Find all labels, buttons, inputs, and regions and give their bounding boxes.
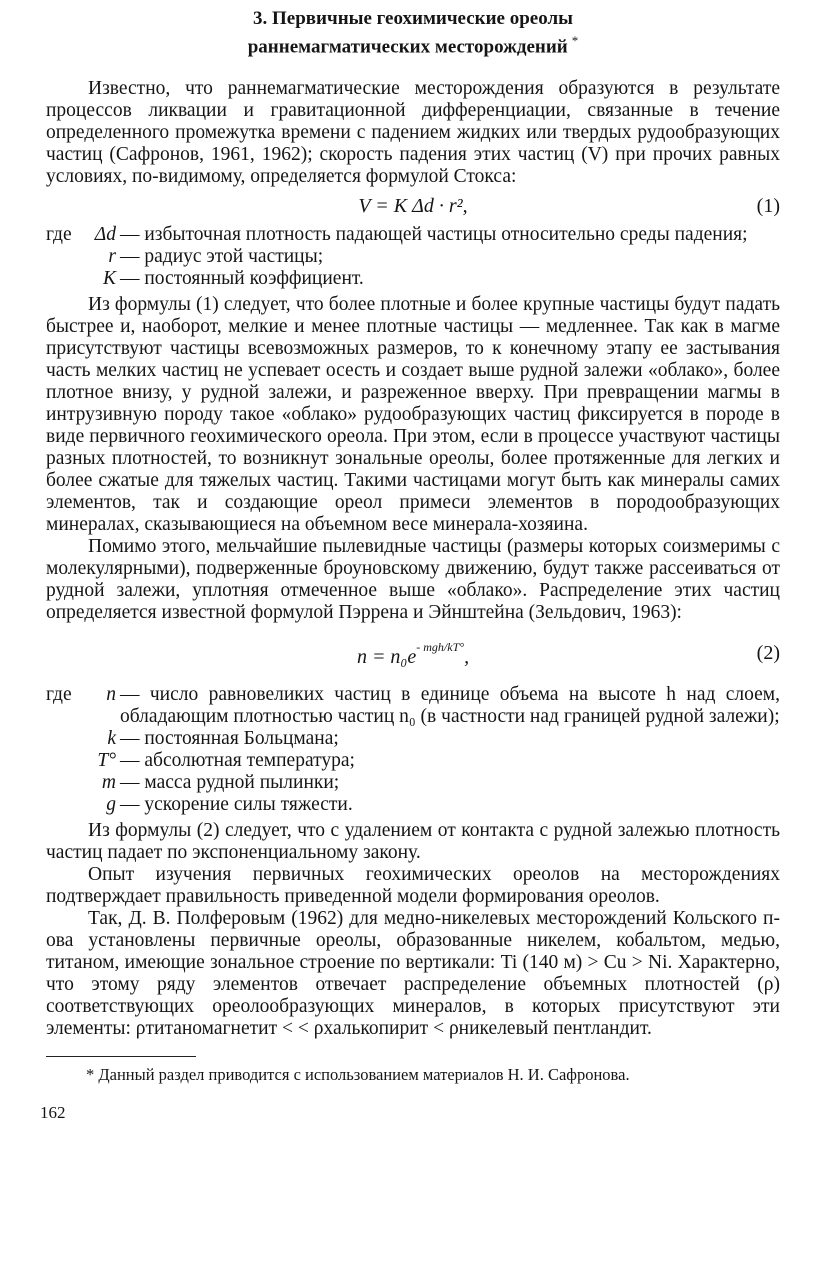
definition-row (46, 728, 780, 750)
definition-symbol: T° (97, 750, 116, 772)
definition-text: — масса рудной пылинки; (120, 772, 340, 794)
definition-symbol: K (102, 268, 116, 290)
definition-symbol: k (107, 728, 116, 750)
definition-row: где n — число равновеликих частиц в единице объема на высоте h над слоем, обладающим плотностью частиц n₀ (в частности над границей рудной залежи); (46, 684, 780, 728)
definition-text: — число равновеликих частиц в единице объема на высоте h над слоем, обладающим плотностью частиц n₀ (в частности над границей рудной залежи); (120, 684, 780, 728)
definition-text: — постоянная Больцмана; (120, 728, 339, 750)
definition-text: — избыточная плотность падающей частицы относительно среды падения; (120, 224, 748, 246)
formula-2-expression: $n = n_0e^{- mgh/kT^\circ}$, (356, 640, 470, 669)
definition-symbol: m (101, 772, 116, 794)
definition-row (46, 794, 780, 816)
definition-row (46, 750, 780, 772)
paragraph-4: Из формулы (2) следует, что с удалением от контакта с рудной залежью плотность частиц падает по экспоненциальному закону. (46, 820, 780, 864)
footnote-marker: * (571, 33, 579, 48)
definition-row: где Δd — избыточная плотность падающей частицы относительно среды падения; (46, 224, 780, 246)
paragraph-6: Так, Д. В. Полферовым (1962) для медно-никелевых месторождений Кольского п-ова установлены первичные ореолы, образованные никелем, кобальтом, медью, титаном, имеющие зональное строение по вертикали: Ti (140 м) > Cu > Ni. Характерно, что этому ряду элементов отвечает распределение объемных плотностей (ρ) соответствующих ореолообразующих минералов, в которых присутствуют эти элементы: ρтитаномагнетит < < ρхалькопирит < ρникелевый пентландит. (46, 908, 780, 1040)
definition-row (46, 772, 780, 794)
definitions-2 (46, 684, 780, 816)
formula-2-exponent: - mgh/kT° (416, 640, 465, 655)
definition-text: — постоянный коэффициент. (120, 268, 364, 290)
page-number: 162 (40, 1103, 66, 1123)
paragraph-2: Из формулы (1) следует, что более плотные и более крупные частицы будут падать быстрее и, наоборот, мелкие и менее плотные частицы — медленнее. Так как в магме присутствуют частицы всевозможных размеров, то к конечному этапу ее застывания часть мелких частиц не успевает осесть и создает выше рудной залежи «облако», более плотное внизу, у рудной залежи, и разреженное вверху. При превращении магмы в интрузивную породу такое «облако» рудообразующих частиц фиксируется в породе в виде первичного геохимического ореола. При этом, если в процессе участвуют частицы разных плотностей, то возникнут зональные ореолы, более протяженные для легких и более сжатые для тяжелых частиц. Такими частицами могут быть как минералы самих элементов, так и создающие ореол примеси элементов в породообразующих минералах, сказывающиеся на объемном весе минерала-хозяина. (46, 294, 780, 536)
definition-symbol: Δd (94, 224, 116, 246)
book-page (40, 8, 780, 1123)
paragraph-1: Известно, что раннемагматические месторождения образуются в результате процессов ликвации и гравитационной дифференциации, связанные в течение определенного промежутка времени с падением жидких или твердых рудообразующих частиц (Сафронов, 1961, 1962); скорость падения этих частиц (V) при прочих равных условиях, по-видимому, определяется формулой Стокса: (46, 78, 780, 188)
definitions-1 (46, 224, 780, 290)
definition-text: — радиус этой частицы; (120, 246, 324, 268)
definition-text: — ускорение силы тяжести. (120, 794, 353, 816)
definition-text: — абсолютная температура; (120, 750, 355, 772)
heading-line-2: раннемагматических месторождений (247, 36, 568, 58)
section-heading (46, 8, 780, 58)
footnote-divider (46, 1056, 196, 1057)
definition-symbol: n (106, 684, 116, 706)
definition-row (46, 268, 780, 290)
heading-line-1: 3. Первичные геохимические ореолы (253, 8, 573, 29)
definition-row (46, 246, 780, 268)
paragraph-3: Помимо этого, мельчайшие пылевидные частицы (размеры которых соизмеримы с молекулярными), подверженные броуновскому движению, будут также рассеиваться от рудной залежи, уплотняя отмеченное выше «облако». Распределение этих частиц определяется известной формулой Пэррена и Эйнштейна (Зельдович, 1963): (46, 536, 780, 624)
paragraph-5: Опыт изучения первичных геохимических ореолов на месторождениях подтверждает правильность приведенной модели формирования ореолов. (46, 864, 780, 908)
formula-perrin-einstein (46, 624, 780, 684)
formula-1-expression: V = K Δd · r², (358, 195, 468, 218)
definition-symbol: g (106, 794, 116, 816)
formula-1-number: (1) (756, 195, 780, 218)
formula-stokes (46, 188, 780, 224)
footnote: * Данный раздел приводится с использованием материалов Н. И. Сафронова. (86, 1065, 630, 1085)
definition-symbol: r (108, 246, 116, 268)
formula-2-number: (2) (756, 642, 780, 665)
